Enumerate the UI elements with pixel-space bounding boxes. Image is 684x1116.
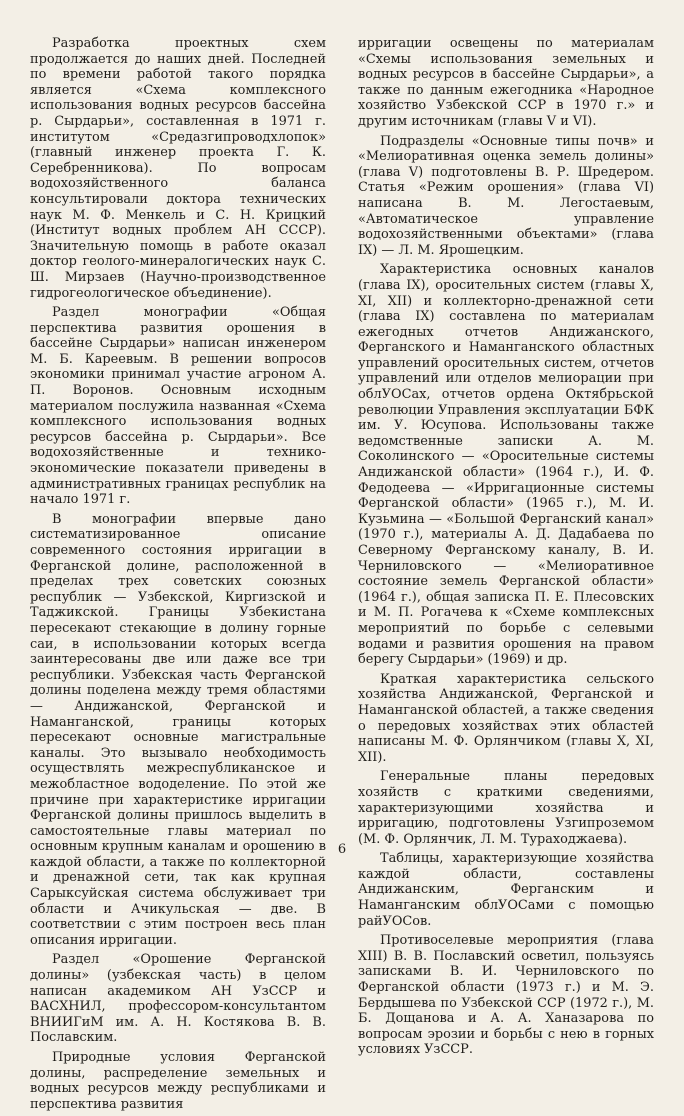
paragraph: Краткая характеристика сельского хозяйства Андижанской, Ферганской и Наманганской областей, а также сведения о передовых хозяйствах этих областей написаны М. Ф. Орлянчиком (главы X, XI, XII). (358, 671, 654, 765)
paragraph: Раздел монографии «Общая перспектива развития орошения в бассейне Сырдарьи» написан инженером М. Б. Кареевым. В решении вопросов экономики принимал участие агроном А. П. Воронов. Основным исходным материалом послужила названная «Схема комплексного использования водных ресурсов бассейна р. Сырдарьи». Все водохозяйственные и технико-экономические показатели приведены в административных границах республик на начало 1971 г. (30, 305, 326, 508)
right-text-column (358, 36, 654, 1062)
paragraph: Генеральные планы передовых хозяйств с краткими сведениями, характеризующими хозяйства и ирригацию, подготовлены Узгипроземом (М. Ф. Орлянчик, Л. М. Тураходжаева). (358, 769, 654, 847)
paragraph: Раздел «Орошение Ферганской долины» (узбекская часть) в целом написан академиком АН УзССР и ВАСХНИЛ, профессором-консультантом ВНИИГиМ им. А. Н. Костякова В. В. Пославским. (30, 952, 326, 1046)
paragraph: Противоселевые мероприятия (глава XIII) В. В. Пославский осветил, пользуясь записками В. И. Черниловского по Ферганской области (1973 г.) и М. Э. Бердышева по Узбекской ССР (1972 г.), М. Б. Дощанова и А. А. Ханазарова по вопросам эрозии и борьбы с нею в горных условиях УзССР. (358, 933, 654, 1058)
paragraph: Подразделы «Основные типы почв» и «Мелиоративная оценка земель долины» (глава V) подготовлены В. Р. Шредером. Статья «Режим орошения» (глава VI) написана В. М. Легостаевым, «Автоматическое управление водохозяйственными объектами» (глава IX) — Л. М. Ярошецким. (358, 133, 654, 258)
paragraph: Таблицы, характеризующие хозяйства каждой области, составлены Андижанским, Ферганским и Наманганским облУОСами с помощью райУОСов. (358, 851, 654, 929)
paragraph: ирригации освещены по материалам «Схемы использования земельных и водных ресурсов в бассейне Сырдарьи», а также по данным ежегодника «Народное хозяйство Узбекской ССР в 1970 г.» и другим источникам (главы V и VI). (358, 36, 654, 129)
paragraph: В монографии впервые дано систематизированное описание современного состояния ирригации в Ферганской долине, расположенной в пределах трех советских союзных республик — Узбекской, Киргизской и Таджикской. Границы Узбекистана пересекают стекающие в долину горные саи, в использовании которых всегда заинтересованы две или даже все три республики. Узбекская часть Ферганской долины поделена между тремя областями — Андижанской, Ферганской и Наманганской, границы которых пересекают основные магистральные каналы. Это вызывало необходимость осуществлять межреспубликанское и межобластное вододеление. По этой же причине при характеристике ирригации Ферганской долины пришлось выделить в самостоятельные главы материал по основным крупным каналам и орошению в каждой области, а также по коллекторной и дренажной сети, так как крупная Сарыксуйская система обслуживает три области и Ачикульская — две. В соответствии с этим построен весь план описания ирригации. (30, 511, 326, 948)
page-number: 6 (337, 842, 347, 857)
left-text-column (30, 36, 326, 1116)
paragraph: Разработка проектных схем продолжается до наших дней. Последней по времени работой такого порядка является «Схема комплексного использования водных ресурсов бассейна р. Сырдарьи», составленная в 1971 г. институтом «Средазгипроводхлопок» (главный инженер проекта Г. К. Серебренникова). По вопросам водохозяйственного баланса консультировали доктора технических наук М. Ф. Менкель и С. Н. Крицкий (Институт водных проблем АН СССР). Значительную помощь в работе оказал доктор геолого-минералогических наук С. Ш. Мирзаев (Научно-производственное гидрогеологическое объединение). (30, 36, 326, 301)
paragraph: Характеристика основных каналов (глава IX), оросительных систем (главы X, XI, XII) и коллекторно-дренажной сети (глава IX) составлена по материалам ежегодных отчетов Андижанского, Ферганского и Наманганского областных управлений оросительных систем, отчетов управлений или отделов мелиорации при облУОСах, отчетов ордена Октябрьской революции Управления эксплуатации БФК им. У. Юсупова. Использованы также ведомственные записки А. М. Соколинского — «Оросительные системы Андижанской области» (1964 г.), И. Ф. Федодеева — «Ирригационные системы Ферганской области» (1965 г.), М. И. Кузьмина — «Большой Ферганский канал» (1970 г.), материалы А. Д. Дадабаева по Северному Ферганскому каналу, В. И. Черниловского — «Мелиоративное состояние земель Ферганской области» (1964 г.), общая записка П. Е. Плесовских и М. П. Рогачева к «Схеме комплексных мероприятий по борьбе с селевыми водами и развития орошения на правом берегу Сырдарьи» (1969) и др. (358, 262, 654, 668)
paragraph: Природные условия Ферганской долины, распределение земельных и водных ресурсов между республиками и перспектива развития (30, 1050, 326, 1112)
